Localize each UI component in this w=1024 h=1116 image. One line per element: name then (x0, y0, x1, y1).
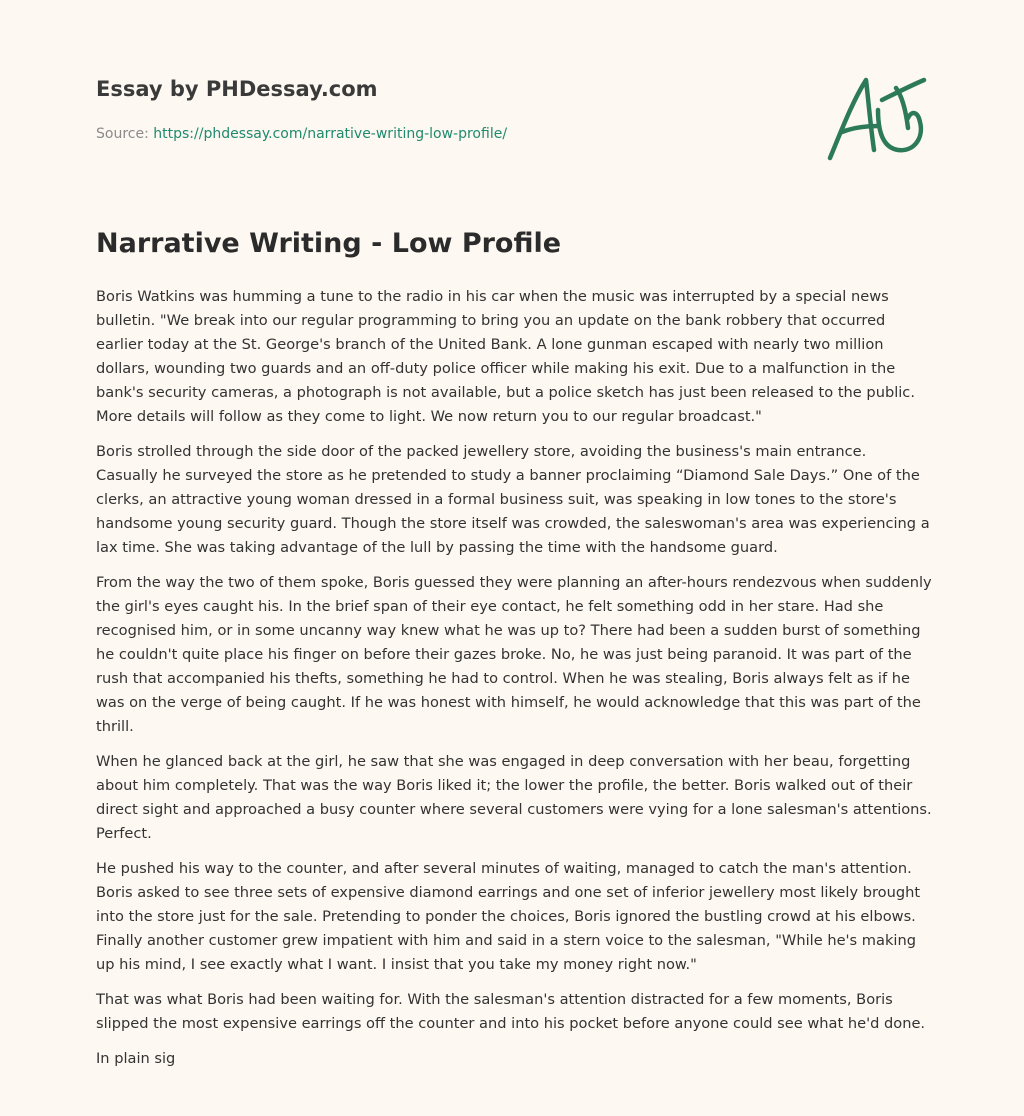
essay-paragraph: When he glanced back at the girl, he saw that she was engaged in deep conversation with her beau, forgetting about him completely. That was the way Boris liked it; the lower the profile, the better. Boris walked out of their direct sight and approached a busy counter where several customers were vying for a lone salesman's attentions. Perfect. (96, 753, 932, 842)
essay-body (96, 285, 932, 1082)
page-header (96, 74, 796, 144)
source-link[interactable]: https://phdessay.com/narrative-writing-low-profile/ (153, 126, 508, 142)
source-line (96, 124, 796, 144)
essay-paragraph: That was what Boris had been waiting for. With the salesman's attention distracted for a few moments, Boris slipped the most expensive earrings off the counter and into his pocket before anyone could see what he'd done. (96, 991, 926, 1032)
essay-paragraph-truncated: In plain sig (96, 1050, 176, 1067)
a-plus-logo-icon (822, 66, 930, 166)
essay-paragraph: From the way the two of them spoke, Boris guessed they were planning an after-hours rendezvous when suddenly the girl's eyes caught his. In the brief span of their eye contact, he felt something odd in her stare. Had she recognised him, or in some uncanny way knew what he was up to? There had been a sudden burst of something he couldn't quite place his finger on before their gazes broke. No, he was just being paranoid. It was part of the rush that accompanied his thefts, something he had to control. When he was stealing, Boris always felt as if he was on the verge of being caught. If he was honest with himself, he would acknowledge that this was part of the thrill. (96, 574, 932, 735)
essay-title: Narrative Writing - Low Profile (96, 228, 562, 259)
source-label: Source: (96, 126, 154, 142)
essay-paragraph: Boris Watkins was humming a tune to the radio in his car when the music was interrupted by a special news bulletin. "We break into our regular programming to bring you an update on the bank robbery that occurred earlier today at the St. George's branch of the United Bank. A lone gunman escaped with nearly two million dollars, wounding two guards and an off-duty police officer while making his exit. Due to a malfunction in the bank's security cameras, a photograph is not available, but a police sketch has just been released to the public. More details will follow as they come to light. We now return you to our regular broadcast." (96, 288, 915, 425)
site-brand: Essay by PHDessay.com (96, 77, 378, 101)
essay-paragraph: He pushed his way to the counter, and after several minutes of waiting, managed to catch the man's attention. Boris asked to see three sets of expensive diamond earrings and one set of inferior jewellery most likely brought into the store just for the sale. Pretending to ponder the choices, Boris ignored the bustling crowd at his elbows. Finally another customer grew impatient with him and said in a stern voice to the salesman, "While he's making up his mind, I see exactly what I want. I insist that you take my money right now." (96, 860, 921, 973)
essay-paragraph: Boris strolled through the side door of the packed jewellery store, avoiding the business's main entrance. Casually he surveyed the store as he pretended to study a banner proclaiming “Diamond Sale Days.” One of the clerks, an attractive young woman dressed in a formal business suit, was speaking in low tones to the store's handsome young security guard. Though the store itself was crowded, the saleswoman's area was experiencing a lax time. She was taking advantage of the lull by passing the time with the handsome guard. (96, 443, 930, 556)
